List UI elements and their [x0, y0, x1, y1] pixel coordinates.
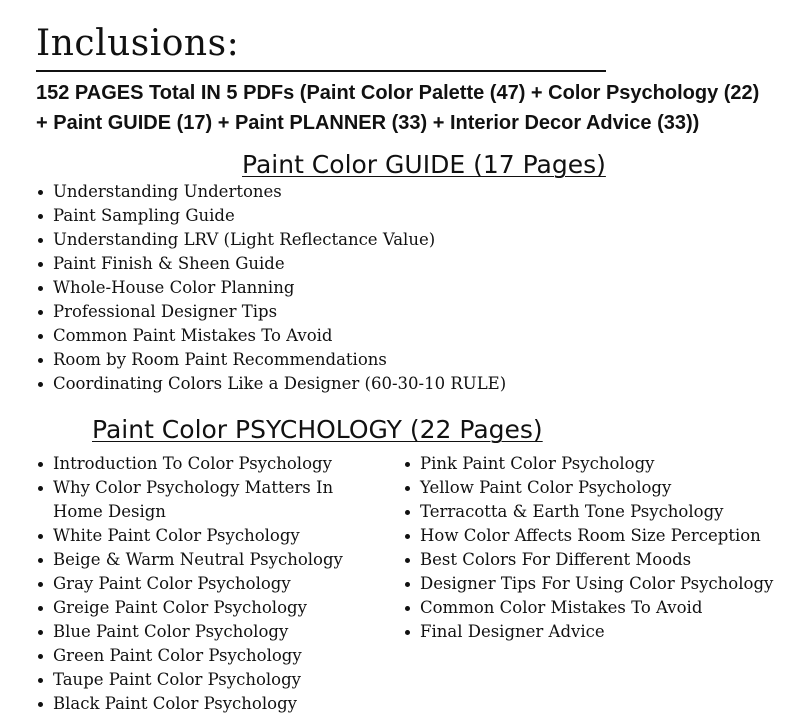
psychology-item: Blue Paint Color Psychology — [36, 620, 356, 644]
psychology-item: Yellow Paint Color Psychology — [403, 476, 773, 500]
psychology-item: Pink Paint Color Psychology — [403, 452, 773, 476]
guide-item: Understanding LRV (Light Reflectance Value) — [36, 228, 506, 252]
psychology-list-left — [36, 452, 356, 716]
psychology-item: Final Designer Advice — [403, 620, 773, 644]
guide-item: Common Paint Mistakes To Avoid — [36, 324, 506, 348]
guide-item: Whole-House Color Planning — [36, 276, 506, 300]
psychology-item: Greige Paint Color Psychology — [36, 596, 356, 620]
psychology-heading: Paint Color PSYCHOLOGY (22 Pages) — [92, 415, 543, 444]
psychology-item: Introduction To Color Psychology — [36, 452, 356, 476]
inclusions-summary: 152 PAGES Total IN 5 PDFs (Paint Color Palette (47) + Color Psychology (22) + Paint GUIDE (17) + Paint PLANNER (33) + Interior Decor Advice (33)) — [36, 82, 760, 134]
guide-item: Paint Sampling Guide — [36, 204, 506, 228]
psychology-item: White Paint Color Psychology — [36, 524, 356, 548]
guide-item: Understanding Undertones — [36, 180, 506, 204]
page-title: Inclusions: — [36, 23, 240, 64]
guide-item: Room by Room Paint Recommendations — [36, 348, 506, 372]
psychology-item: Common Color Mistakes To Avoid — [403, 596, 773, 620]
psychology-item: Why Color Psychology Matters In Home Design — [36, 476, 356, 524]
psychology-item: Beige & Warm Neutral Psychology — [36, 548, 356, 572]
guide-item: Professional Designer Tips — [36, 300, 506, 324]
guide-item: Coordinating Colors Like a Designer (60-30-10 RULE) — [36, 372, 506, 396]
psychology-item: Gray Paint Color Psychology — [36, 572, 356, 596]
psychology-item: Taupe Paint Color Psychology — [36, 668, 356, 692]
guide-item: Paint Finish & Sheen Guide — [36, 252, 506, 276]
psychology-item: Best Colors For Different Moods — [403, 548, 773, 572]
psychology-item: How Color Affects Room Size Perception — [403, 524, 773, 548]
psychology-item: Terracotta & Earth Tone Psychology — [403, 500, 773, 524]
guide-list — [36, 180, 506, 396]
psychology-item: Black Paint Color Psychology — [36, 692, 356, 716]
guide-heading: Paint Color GUIDE (17 Pages) — [242, 150, 606, 179]
title-divider — [36, 70, 606, 72]
psychology-item: Green Paint Color Psychology — [36, 644, 356, 668]
psychology-item: Designer Tips For Using Color Psychology — [403, 572, 773, 596]
psychology-list-right — [403, 452, 773, 644]
